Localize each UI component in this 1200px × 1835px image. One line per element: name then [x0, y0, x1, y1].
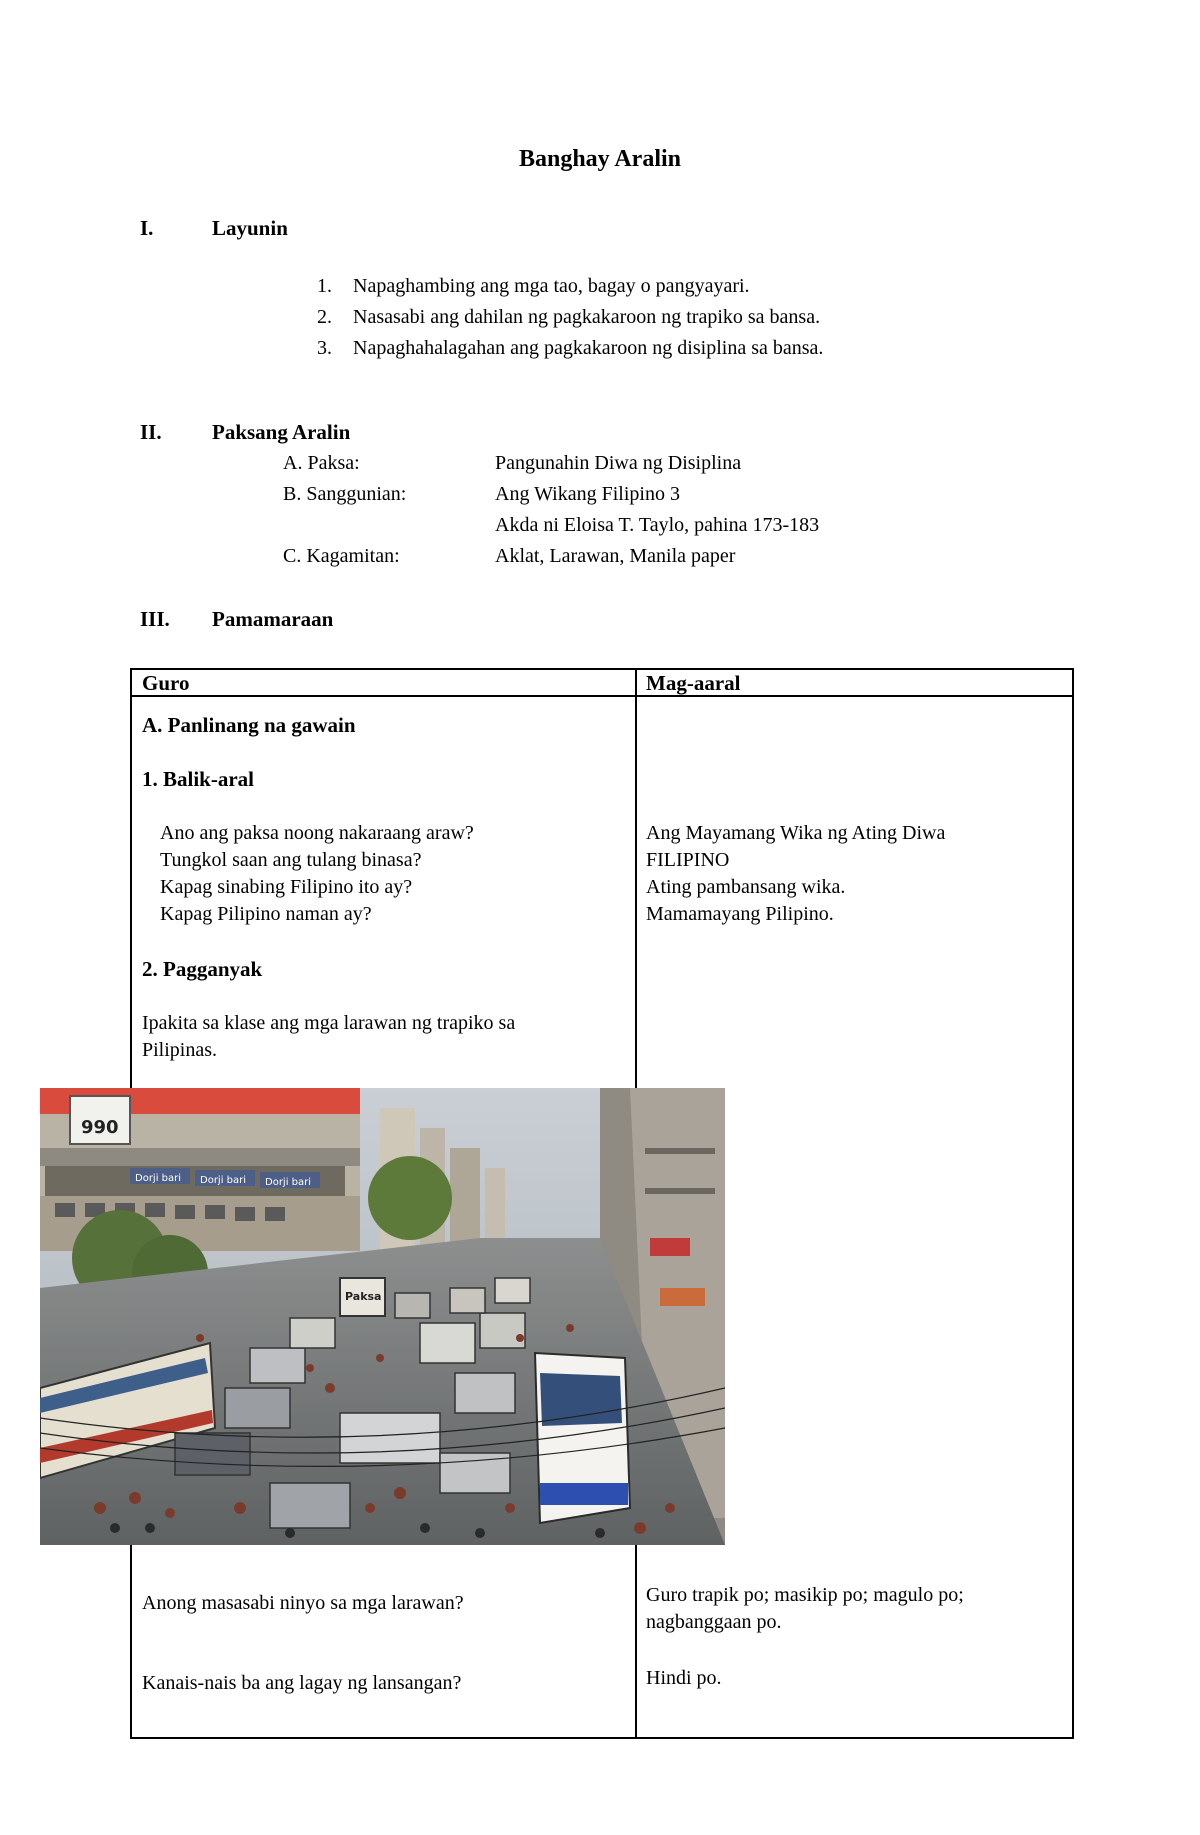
ref-label-paksa: A. Paksa: — [283, 452, 360, 474]
section-number-iii: III. — [140, 607, 170, 631]
student-answer: Ang Mayamang Wika ng Ating Diwa — [646, 822, 946, 844]
section-title-pamamaraan: Pamamaraan — [212, 607, 334, 631]
ref-value-kagamitan: Aklat, Larawan, Manila paper — [495, 545, 736, 567]
objective-text: Napaghambing ang mga tao, bagay o pangyayari. — [353, 275, 750, 297]
sign-paksa: Paksa — [345, 1290, 382, 1303]
guro-question: Tungkol saan ang tulang binasa? — [160, 849, 422, 871]
ref-value-akda: Akda ni Eloisa T. Taylo, pahina 173-183 — [495, 514, 820, 536]
ref-label-sanggunian: B. Sanggunian: — [283, 483, 407, 505]
student-answer: FILIPINO — [646, 849, 730, 871]
guro-question: Ano ang paksa noong nakaraang araw? — [160, 822, 474, 844]
traffic-photo — [40, 1088, 725, 1545]
ref-value-sanggunian: Ang Wikang Filipino 3 — [495, 483, 680, 505]
objective-text: Nasasabi ang dahilan ng pagkakaroon ng trapiko sa bansa. — [353, 306, 821, 328]
sign-990: 990 — [81, 1117, 119, 1138]
pagganyak-text: Pilipinas. — [142, 1039, 218, 1061]
balik-aral-heading: 1. Balik-aral — [142, 767, 255, 791]
objective-number: 1. — [317, 275, 332, 297]
guro-question: Kapag sinabing Filipino ito ay? — [160, 876, 413, 898]
student-answer: Mamamayang Pilipino. — [646, 903, 834, 925]
section-number-i: I. — [140, 216, 154, 240]
objective-number: 2. — [317, 306, 332, 328]
student-answer-larawan: Guro trapik po; masikip po; magulo po; — [646, 1584, 964, 1606]
sign-dorji-3: Dorji bari — [265, 1177, 312, 1188]
objective-item — [317, 306, 1017, 336]
header-mag-aaral: Mag-aaral — [646, 671, 741, 695]
page-title: Banghay Aralin — [518, 146, 682, 172]
objective-item — [317, 275, 1017, 305]
ref-value-paksa: Pangunahin Diwa ng Disiplina — [495, 452, 742, 474]
pagganyak-heading: 2. Pagganyak — [142, 957, 263, 981]
objective-text: Napaghahalagahan ang pagkakaroon ng disiplina sa bansa. — [353, 337, 824, 359]
section-title-paksang-aralin: Paksang Aralin — [212, 420, 351, 444]
student-answer-larawan: nagbanggaan po. — [646, 1611, 782, 1633]
student-answer-lansangan: Hindi po. — [646, 1667, 722, 1689]
guro-question-larawan: Anong masasabi ninyo sa mga larawan? — [142, 1592, 464, 1614]
objective-item — [317, 337, 1017, 367]
panlinang-heading: A. Panlinang na gawain — [142, 713, 356, 737]
student-answer: Ating pambansang wika. — [646, 876, 846, 898]
section-title-layunin: Layunin — [212, 216, 288, 240]
header-guro: Guro — [142, 671, 190, 695]
guro-question: Kapag Pilipino naman ay? — [160, 903, 372, 925]
section-number-ii: II. — [140, 420, 162, 444]
pagganyak-text: Ipakita sa klase ang mga larawan ng trapiko sa — [142, 1012, 516, 1034]
sign-dorji-1: Dorji bari — [135, 1173, 182, 1184]
guro-question-lansangan: Kanais-nais ba ang lagay ng lansangan? — [142, 1672, 462, 1694]
header-divider — [132, 695, 1072, 697]
sign-dorji-2: Dorji bari — [200, 1175, 247, 1186]
ref-label-kagamitan: C. Kagamitan: — [283, 545, 400, 567]
objective-number: 3. — [317, 337, 332, 359]
